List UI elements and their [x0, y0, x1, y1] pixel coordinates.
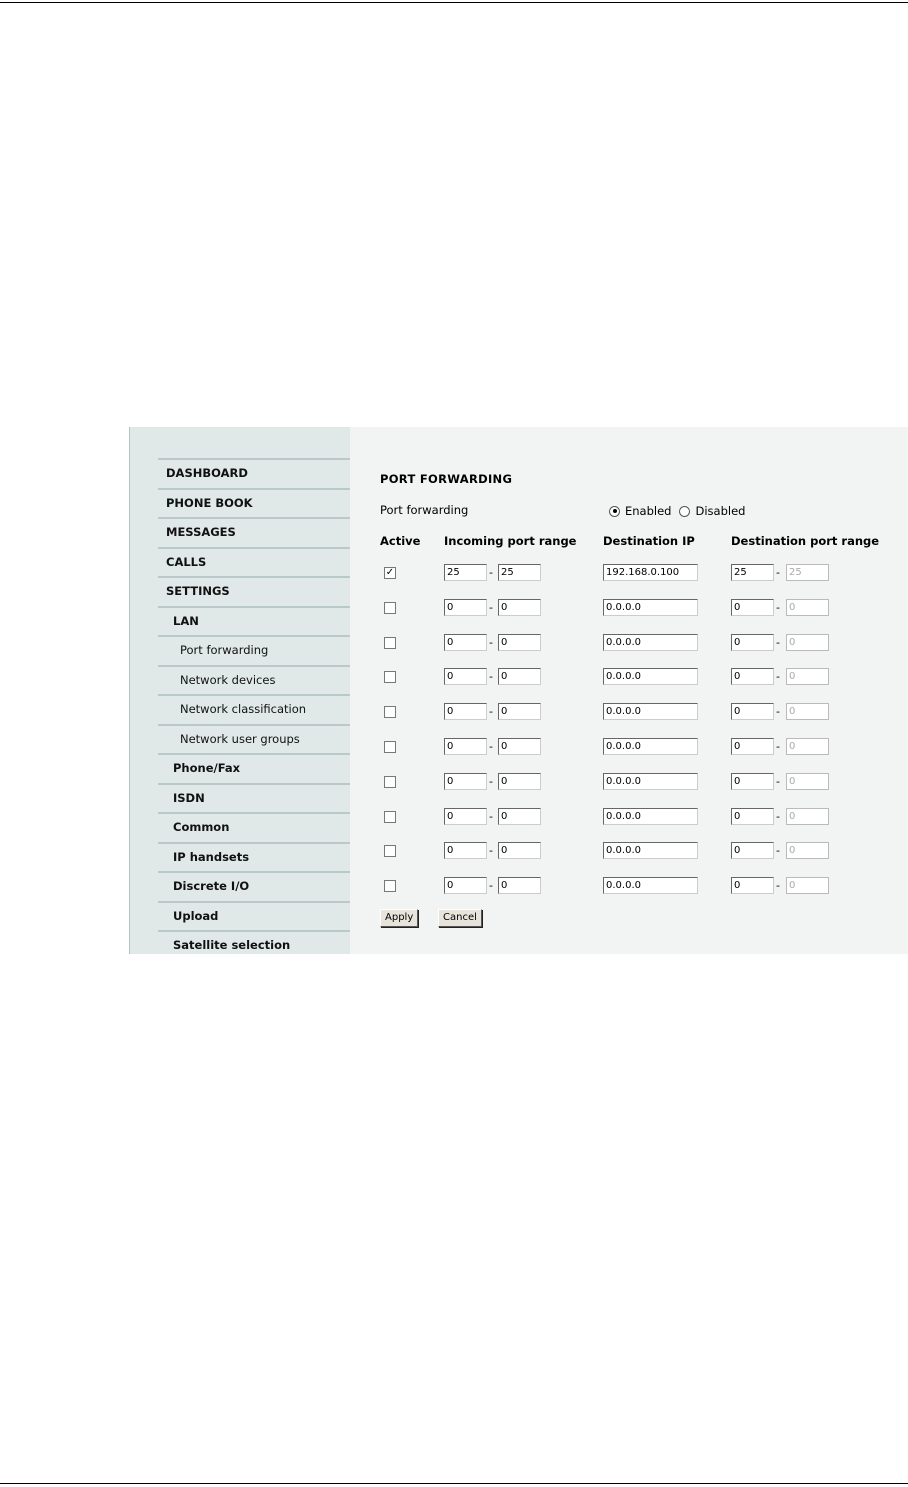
- sidebar-item-upload[interactable]: Upload: [158, 901, 350, 931]
- active-checkbox[interactable]: [384, 637, 396, 649]
- incoming-port-from-input[interactable]: 0: [444, 703, 487, 720]
- destination-port-from-input[interactable]: 25: [731, 564, 774, 581]
- destination-ip-input[interactable]: 0.0.0.0: [603, 808, 698, 825]
- active-checkbox[interactable]: [384, 776, 396, 788]
- table-row: [380, 668, 900, 685]
- header-destination-ip: Destination IP: [603, 534, 695, 548]
- sidebar-item-network-classification[interactable]: Network classification: [158, 694, 350, 724]
- sidebar-item-calls[interactable]: CALLS: [158, 547, 350, 577]
- range-separator: -: [776, 670, 780, 684]
- destination-port-from-input[interactable]: 0: [731, 877, 774, 894]
- header-active: Active: [380, 534, 421, 548]
- disabled-radio[interactable]: [679, 506, 690, 517]
- sidebar-item-port-forwarding[interactable]: Port forwarding: [158, 635, 350, 665]
- range-separator: -: [489, 600, 493, 614]
- sidebar-item-phone-fax[interactable]: Phone/Fax: [158, 753, 350, 783]
- destination-port-to-input: 0: [786, 738, 829, 755]
- sidebar-item-lan[interactable]: LAN: [158, 606, 350, 636]
- sidebar-item-settings[interactable]: SETTINGS: [158, 576, 350, 606]
- sidebar-nav: [158, 458, 350, 954]
- incoming-port-to-input[interactable]: 0: [498, 703, 541, 720]
- destination-ip-input[interactable]: 0.0.0.0: [603, 842, 698, 859]
- port-forwarding-label: Port forwarding: [380, 503, 469, 517]
- destination-port-from-input[interactable]: 0: [731, 703, 774, 720]
- destination-ip-input[interactable]: 0.0.0.0: [603, 773, 698, 790]
- incoming-port-to-input[interactable]: 0: [498, 842, 541, 859]
- incoming-port-to-input[interactable]: 0: [498, 668, 541, 685]
- destination-ip-input[interactable]: 192.168.0.100: [603, 564, 698, 581]
- range-separator: -: [489, 566, 493, 579]
- range-separator: -: [776, 844, 780, 858]
- incoming-port-from-input[interactable]: 0: [444, 668, 487, 685]
- main-content: [380, 427, 908, 954]
- table-row: [380, 564, 900, 581]
- table-row: [380, 599, 900, 616]
- sidebar-item-common[interactable]: Common: [158, 812, 350, 842]
- active-checkbox[interactable]: [384, 845, 396, 857]
- sidebar-item-ip-handsets[interactable]: IP handsets: [158, 842, 350, 872]
- destination-ip-input[interactable]: 0.0.0.0: [603, 703, 698, 720]
- range-separator: -: [776, 635, 780, 649]
- sidebar-item-dashboard[interactable]: DASHBOARD: [158, 458, 350, 488]
- incoming-port-to-input[interactable]: 0: [498, 808, 541, 825]
- range-separator: -: [489, 705, 493, 719]
- range-separator: -: [489, 635, 493, 649]
- incoming-port-to-input[interactable]: 0: [498, 634, 541, 651]
- destination-port-to-input: 0: [786, 599, 829, 616]
- destination-port-to-input: 0: [786, 842, 829, 859]
- sidebar-item-isdn[interactable]: ISDN: [158, 783, 350, 813]
- destination-port-from-input[interactable]: 0: [731, 842, 774, 859]
- table-row: [380, 842, 900, 859]
- destination-port-from-input[interactable]: 0: [731, 599, 774, 616]
- incoming-port-from-input[interactable]: 0: [444, 877, 487, 894]
- range-separator: -: [489, 670, 493, 684]
- apply-button[interactable]: Apply: [380, 909, 418, 927]
- incoming-port-to-input[interactable]: 0: [498, 599, 541, 616]
- cancel-button[interactable]: Cancel: [438, 909, 482, 927]
- destination-ip-input[interactable]: 0.0.0.0: [603, 668, 698, 685]
- table-row: [380, 808, 900, 825]
- page-bottom-rule: [0, 1483, 908, 1484]
- range-separator: -: [776, 566, 780, 579]
- range-separator: -: [776, 600, 780, 614]
- range-separator: -: [489, 809, 493, 823]
- page-title: PORT FORWARDING: [380, 472, 513, 486]
- page-top-rule: [0, 2, 908, 3]
- range-separator: -: [776, 705, 780, 719]
- header-destination-port-range: Destination port range: [731, 534, 880, 548]
- destination-port-to-input: 0: [786, 877, 829, 894]
- destination-port-from-input[interactable]: 0: [731, 668, 774, 685]
- destination-port-to-input: 25: [786, 564, 829, 581]
- destination-port-to-input: 0: [786, 634, 829, 651]
- incoming-port-from-input[interactable]: 0: [444, 738, 487, 755]
- active-checkbox[interactable]: [384, 811, 396, 823]
- active-checkbox[interactable]: [384, 706, 396, 718]
- destination-port-to-input: 0: [786, 773, 829, 790]
- sidebar-item-network-user-groups[interactable]: Network user groups: [158, 724, 350, 754]
- enabled-radio[interactable]: [609, 506, 620, 517]
- active-checkbox[interactable]: [384, 602, 396, 614]
- disabled-label: Disabled: [695, 504, 746, 518]
- incoming-port-from-input[interactable]: 0: [444, 599, 487, 616]
- destination-ip-input[interactable]: 0.0.0.0: [603, 738, 698, 755]
- destination-ip-input[interactable]: 0.0.0.0: [603, 599, 698, 616]
- table-row: [380, 773, 900, 790]
- range-separator: -: [776, 809, 780, 823]
- table-row: [380, 877, 900, 894]
- incoming-port-to-input[interactable]: 0: [498, 738, 541, 755]
- active-checkbox[interactable]: [384, 880, 396, 892]
- incoming-port-from-input[interactable]: 0: [444, 634, 487, 651]
- sidebar-item-messages[interactable]: MESSAGES: [158, 517, 350, 547]
- sidebar-item-satellite-selection[interactable]: Satellite selection: [158, 930, 350, 954]
- range-separator: -: [489, 844, 493, 858]
- sidebar-item-network-devices[interactable]: Network devices: [158, 665, 350, 695]
- destination-port-to-input: 0: [786, 808, 829, 825]
- destination-port-from-input[interactable]: 0: [731, 634, 774, 651]
- range-separator: -: [489, 879, 493, 893]
- range-separator: -: [489, 740, 493, 753]
- incoming-port-from-input[interactable]: 25: [444, 564, 487, 581]
- table-row: [380, 738, 900, 755]
- destination-ip-input[interactable]: 0.0.0.0: [603, 877, 698, 894]
- destination-port-from-input[interactable]: 0: [731, 738, 774, 755]
- range-separator: -: [489, 774, 493, 788]
- range-separator: -: [776, 879, 780, 893]
- destination-port-from-input[interactable]: 0: [731, 773, 774, 790]
- range-separator: -: [776, 774, 780, 788]
- sidebar: [130, 427, 350, 954]
- destination-port-to-input: 0: [786, 668, 829, 685]
- sidebar-item-discrete-i-o[interactable]: Discrete I/O: [158, 871, 350, 901]
- incoming-port-to-input[interactable]: 25: [498, 564, 541, 581]
- destination-port-to-input: 0: [786, 703, 829, 720]
- active-checkbox[interactable]: [384, 741, 396, 753]
- range-separator: -: [776, 740, 780, 753]
- active-checkbox[interactable]: ✓: [385, 567, 395, 578]
- incoming-port-from-input[interactable]: 0: [444, 773, 487, 790]
- active-checkbox[interactable]: [384, 671, 396, 683]
- destination-port-from-input[interactable]: 0: [731, 808, 774, 825]
- incoming-port-from-input[interactable]: 0: [444, 808, 487, 825]
- sidebar-item-phone-book[interactable]: PHONE BOOK: [158, 488, 350, 518]
- port-forwarding-radio-group: [609, 504, 753, 518]
- incoming-port-to-input[interactable]: 0: [498, 773, 541, 790]
- header-incoming-port-range: Incoming port range: [444, 534, 577, 548]
- table-row: [380, 634, 900, 651]
- web-interface-screenshot: [129, 427, 908, 954]
- incoming-port-from-input[interactable]: 0: [444, 842, 487, 859]
- enabled-label: Enabled: [625, 504, 672, 518]
- incoming-port-to-input[interactable]: 0: [498, 877, 541, 894]
- table-row: [380, 703, 900, 720]
- destination-ip-input[interactable]: 0.0.0.0: [603, 634, 698, 651]
